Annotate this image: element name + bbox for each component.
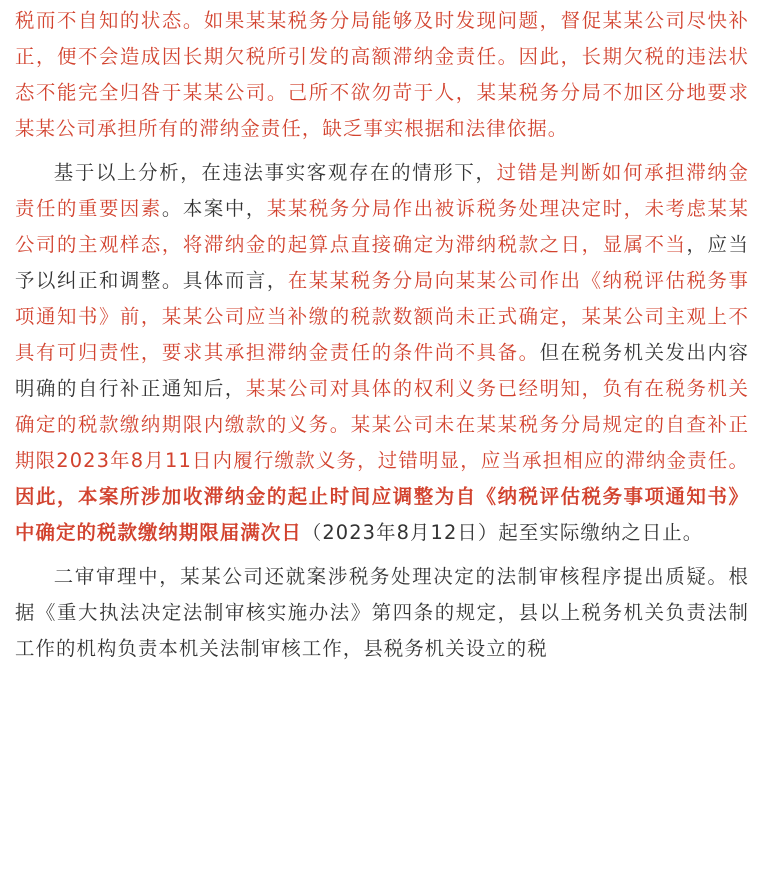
text-segment: 某某税务分局作出被诉税务处理决定时，未考虑某某公司的主观样态，将滞纳金的起算点直接确定为滞纳税款之日，显属不当 [15, 197, 750, 256]
paragraph-1 [15, 3, 749, 147]
bold-highlight-segment: 因此，本案所涉加收滞纳金的起止时间应调整为自《纳税评估税务事项通知书》中确定的税款缴纳期限届满次日 [15, 485, 749, 544]
text-segment: （2023年8月12日）起至实际缴纳之日止。 [301, 521, 704, 544]
text-segment: 税而不自知的状态。如果某某税务分局能够及时发现问题，督促某某公司尽快补正，便不会造成因长期欠税所引发的高额滞纳金责任。因此，长期欠税的违法状态不能完全归咎于某某公司。己所不欲勿苛于人，某某税务分局不加区分地要求某某公司承担所有的滞纳金责任，缺乏事实根据和法律依据。 [15, 9, 749, 140]
text-segment: 二审审理中，某某公司还就案涉税务处理决定的法制审核程序提出质疑。根据《重大执法决定法制审核实施办法》第四条的规定，县以上税务机关负责法制工作的机构负责本机关法制审核工作，县税务机关设立的税 [15, 565, 749, 660]
text-segment: 过错是判断如何承担滞纳金责任的重要因素 [15, 161, 749, 220]
text-segment: 。本案中， [161, 197, 267, 220]
text-segment: ，应当予以纠正和调整。具体而言， [15, 233, 749, 292]
text-segment: 基于以上分析，在违法事实客观存在的情形下， [53, 161, 497, 184]
paragraph-2 [15, 155, 749, 551]
paragraph-3 [15, 559, 749, 667]
text-segment: 但在税务机关发出内容明确的自行补正通知后， [15, 341, 750, 400]
text-segment: 某某公司对具体的权利义务已经明知，负有在税务机关确定的税款缴纳期限内缴款的义务。某某公司未在某某税务分局规定的自查补正期限2023年8月11日内履行缴款义务，过错明显，应当承担相应的滞纳金责任。 [15, 377, 749, 472]
text-segment: 在某某税务分局向某某公司作出《纳税评估税务事项通知书》前，某某公司应当补缴的税款数额尚未正式确定，某某公司主观上不具有可归责性，要求其承担滞纳金责任的条件尚不具备。 [15, 269, 749, 364]
